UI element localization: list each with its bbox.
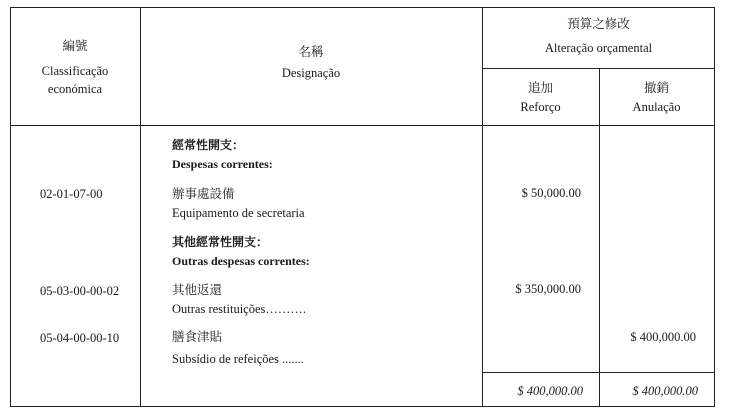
header-annul-zh: 撤銷 — [643, 81, 669, 95]
row-name-pt: Outras restituições………. — [172, 302, 307, 316]
row-name-zh: 膳食津貼 — [172, 330, 223, 344]
row-name-pt: Subsídio de refeições ....... — [172, 352, 304, 366]
table-bottom-border — [10, 406, 715, 407]
row-name-zh: 其他返還 — [172, 283, 223, 297]
row-reinforce-amount: $ 350,000.00 — [515, 282, 581, 296]
section-heading-pt: Despesas correntes: — [172, 157, 273, 171]
row-reinforce-amount: $ 50,000.00 — [521, 186, 581, 200]
header-code-pt-line2: económica — [47, 82, 103, 96]
header-annul-pt: Anulação — [632, 100, 681, 114]
section-heading-pt: Outras despesas correntes: — [172, 254, 310, 268]
section-heading-zh: 其他經常性開支： — [172, 235, 269, 249]
row-code: 05-04-00-00-10 — [40, 331, 120, 345]
header-change-zh: 預算之修改 — [567, 17, 630, 31]
header-name-pt: Designação — [281, 66, 341, 80]
row-name-zh: 辦事處設備 — [172, 187, 235, 201]
total-annul: $ 400,000.00 — [632, 384, 698, 398]
header-subdivider-line — [482, 68, 715, 69]
header-name-zh: 名稱 — [298, 45, 324, 59]
header-code-zh: 編號 — [62, 39, 88, 53]
section-heading-zh: 經常性開支： — [172, 138, 245, 152]
total-reinforce: $ 400,000.00 — [517, 384, 583, 398]
header-reinforce-zh: 追加 — [527, 81, 553, 95]
table-top-border — [10, 7, 715, 8]
column-divider-reinforce-annul — [599, 68, 600, 407]
row-name-pt: Equipamento de secretaria — [172, 206, 305, 220]
totals-line — [482, 372, 715, 373]
header-bottom-line — [10, 125, 715, 126]
row-code: 02-01-07-00 — [40, 187, 103, 201]
table-right-border — [714, 7, 715, 407]
header-reinforce-pt: Reforço — [520, 100, 561, 114]
header-code-pt-line1: Classificação — [41, 64, 109, 78]
header-change-pt: Alteração orçamental — [544, 41, 653, 55]
column-divider-name-reinforce — [482, 7, 483, 407]
row-code: 05-03-00-00-02 — [40, 284, 120, 298]
row-annul-amount: $ 400,000.00 — [630, 330, 696, 344]
